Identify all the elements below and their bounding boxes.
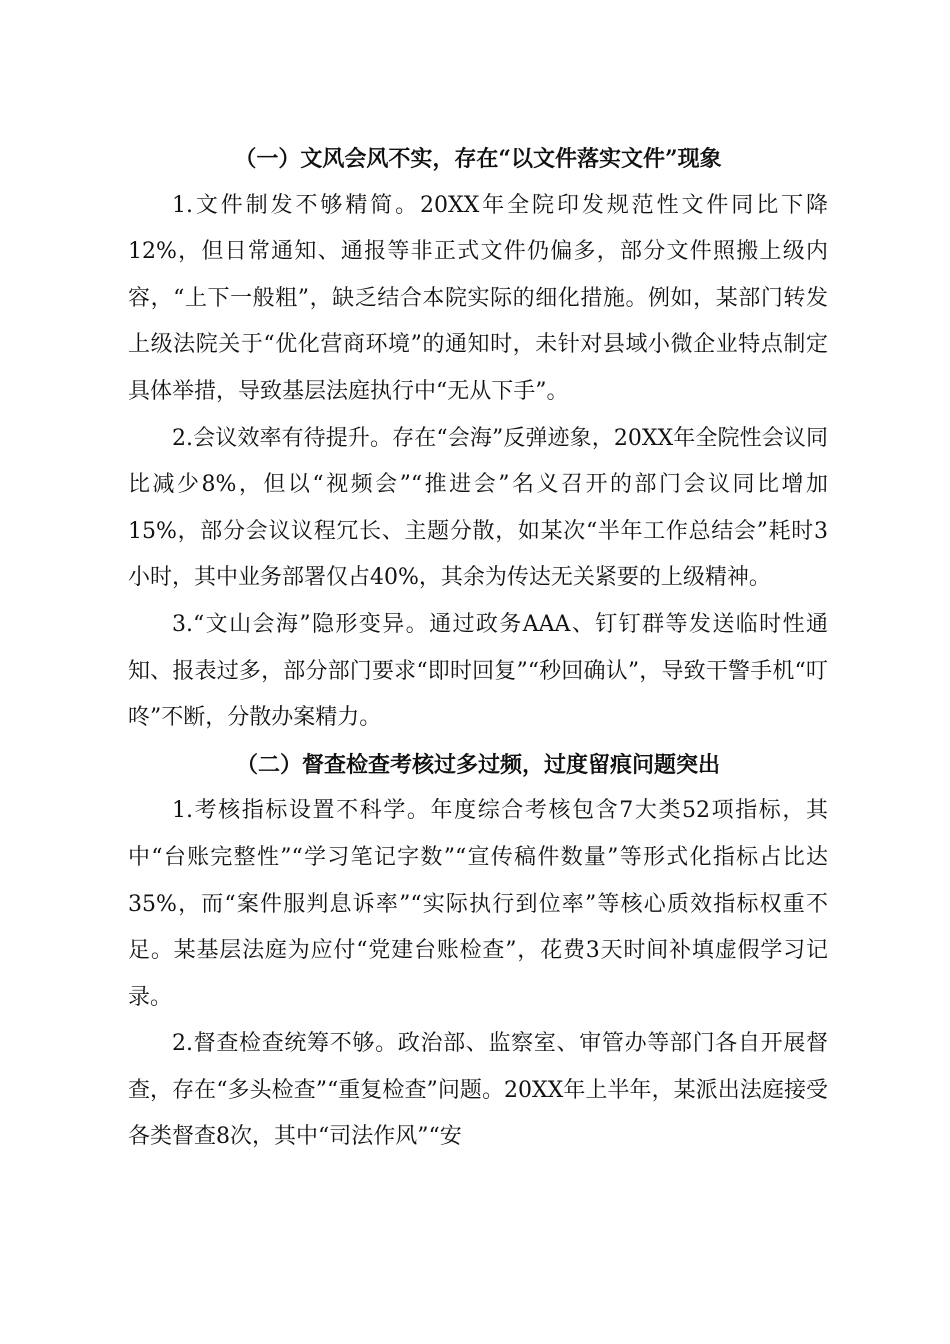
- paragraph-1-3: 3.“文山会海”隐形变异。通过政务AAA、钉钉群等发送临时性通知、报表过多，部分部门要求“即时回复”“秒回确认”，导致干警手机“叮咚”不断，分散办案精力。: [128, 611, 828, 731]
- paragraph-2-1: 1.考核指标设置不科学。年度综合考核包含7大类52项指标，其中“台账完整性”“学习笔记字数”“宣传稿件数量”等形式化指标占比达35%，而“案件服判息诉率”“实际执行到位率”等核心质效指标权重不足。某基层法庭为应付“党建台账检查”，花费3天时间补填虚假学习记录。: [128, 798, 828, 1010]
- paragraph-1-2: 2.会议效率有待提升。存在“会海”反弹迹象，20XX年全院性会议同比减少8%，但以“视频会”“推进会”名义召开的部门会议同比增加15%，部分会议议程冗长、主题分散，如某次“半年工作总结会”耗时3小时，其中业务部署仅占40%，其余为传达无关紧要的上级精神。: [128, 425, 828, 591]
- section-heading-2: （二）督查检查考核过多过频，过度留痕问题突出: [235, 751, 720, 778]
- paragraph-1-1: 1.文件制发不够精简。20XX年全院印发规范性文件同比下降12%，但日常通知、通报等非正式文件仍偏多，部分文件照搬上级内容，“上下一般粗”，缺乏结合本院实际的细化措施。例如，某部门转发上级法院关于“优化营商环境”的通知时，未针对县域小微企业特点制定具体举措，导致基层法庭执行中“无从下手”。: [128, 192, 828, 404]
- paragraph-2-2: 2.督查检查统筹不够。政治部、监察室、审管办等部门各自开展督查，存在“多头检查”“重复检查”问题。20XX年上半年，某派出法庭接受各类督查8次，其中“司法作风”“安: [128, 1031, 828, 1150]
- document-body: [128, 136, 828, 1161]
- section-heading-1: （一）文风会风不实，存在“以文件落实文件”现象: [234, 146, 722, 172]
